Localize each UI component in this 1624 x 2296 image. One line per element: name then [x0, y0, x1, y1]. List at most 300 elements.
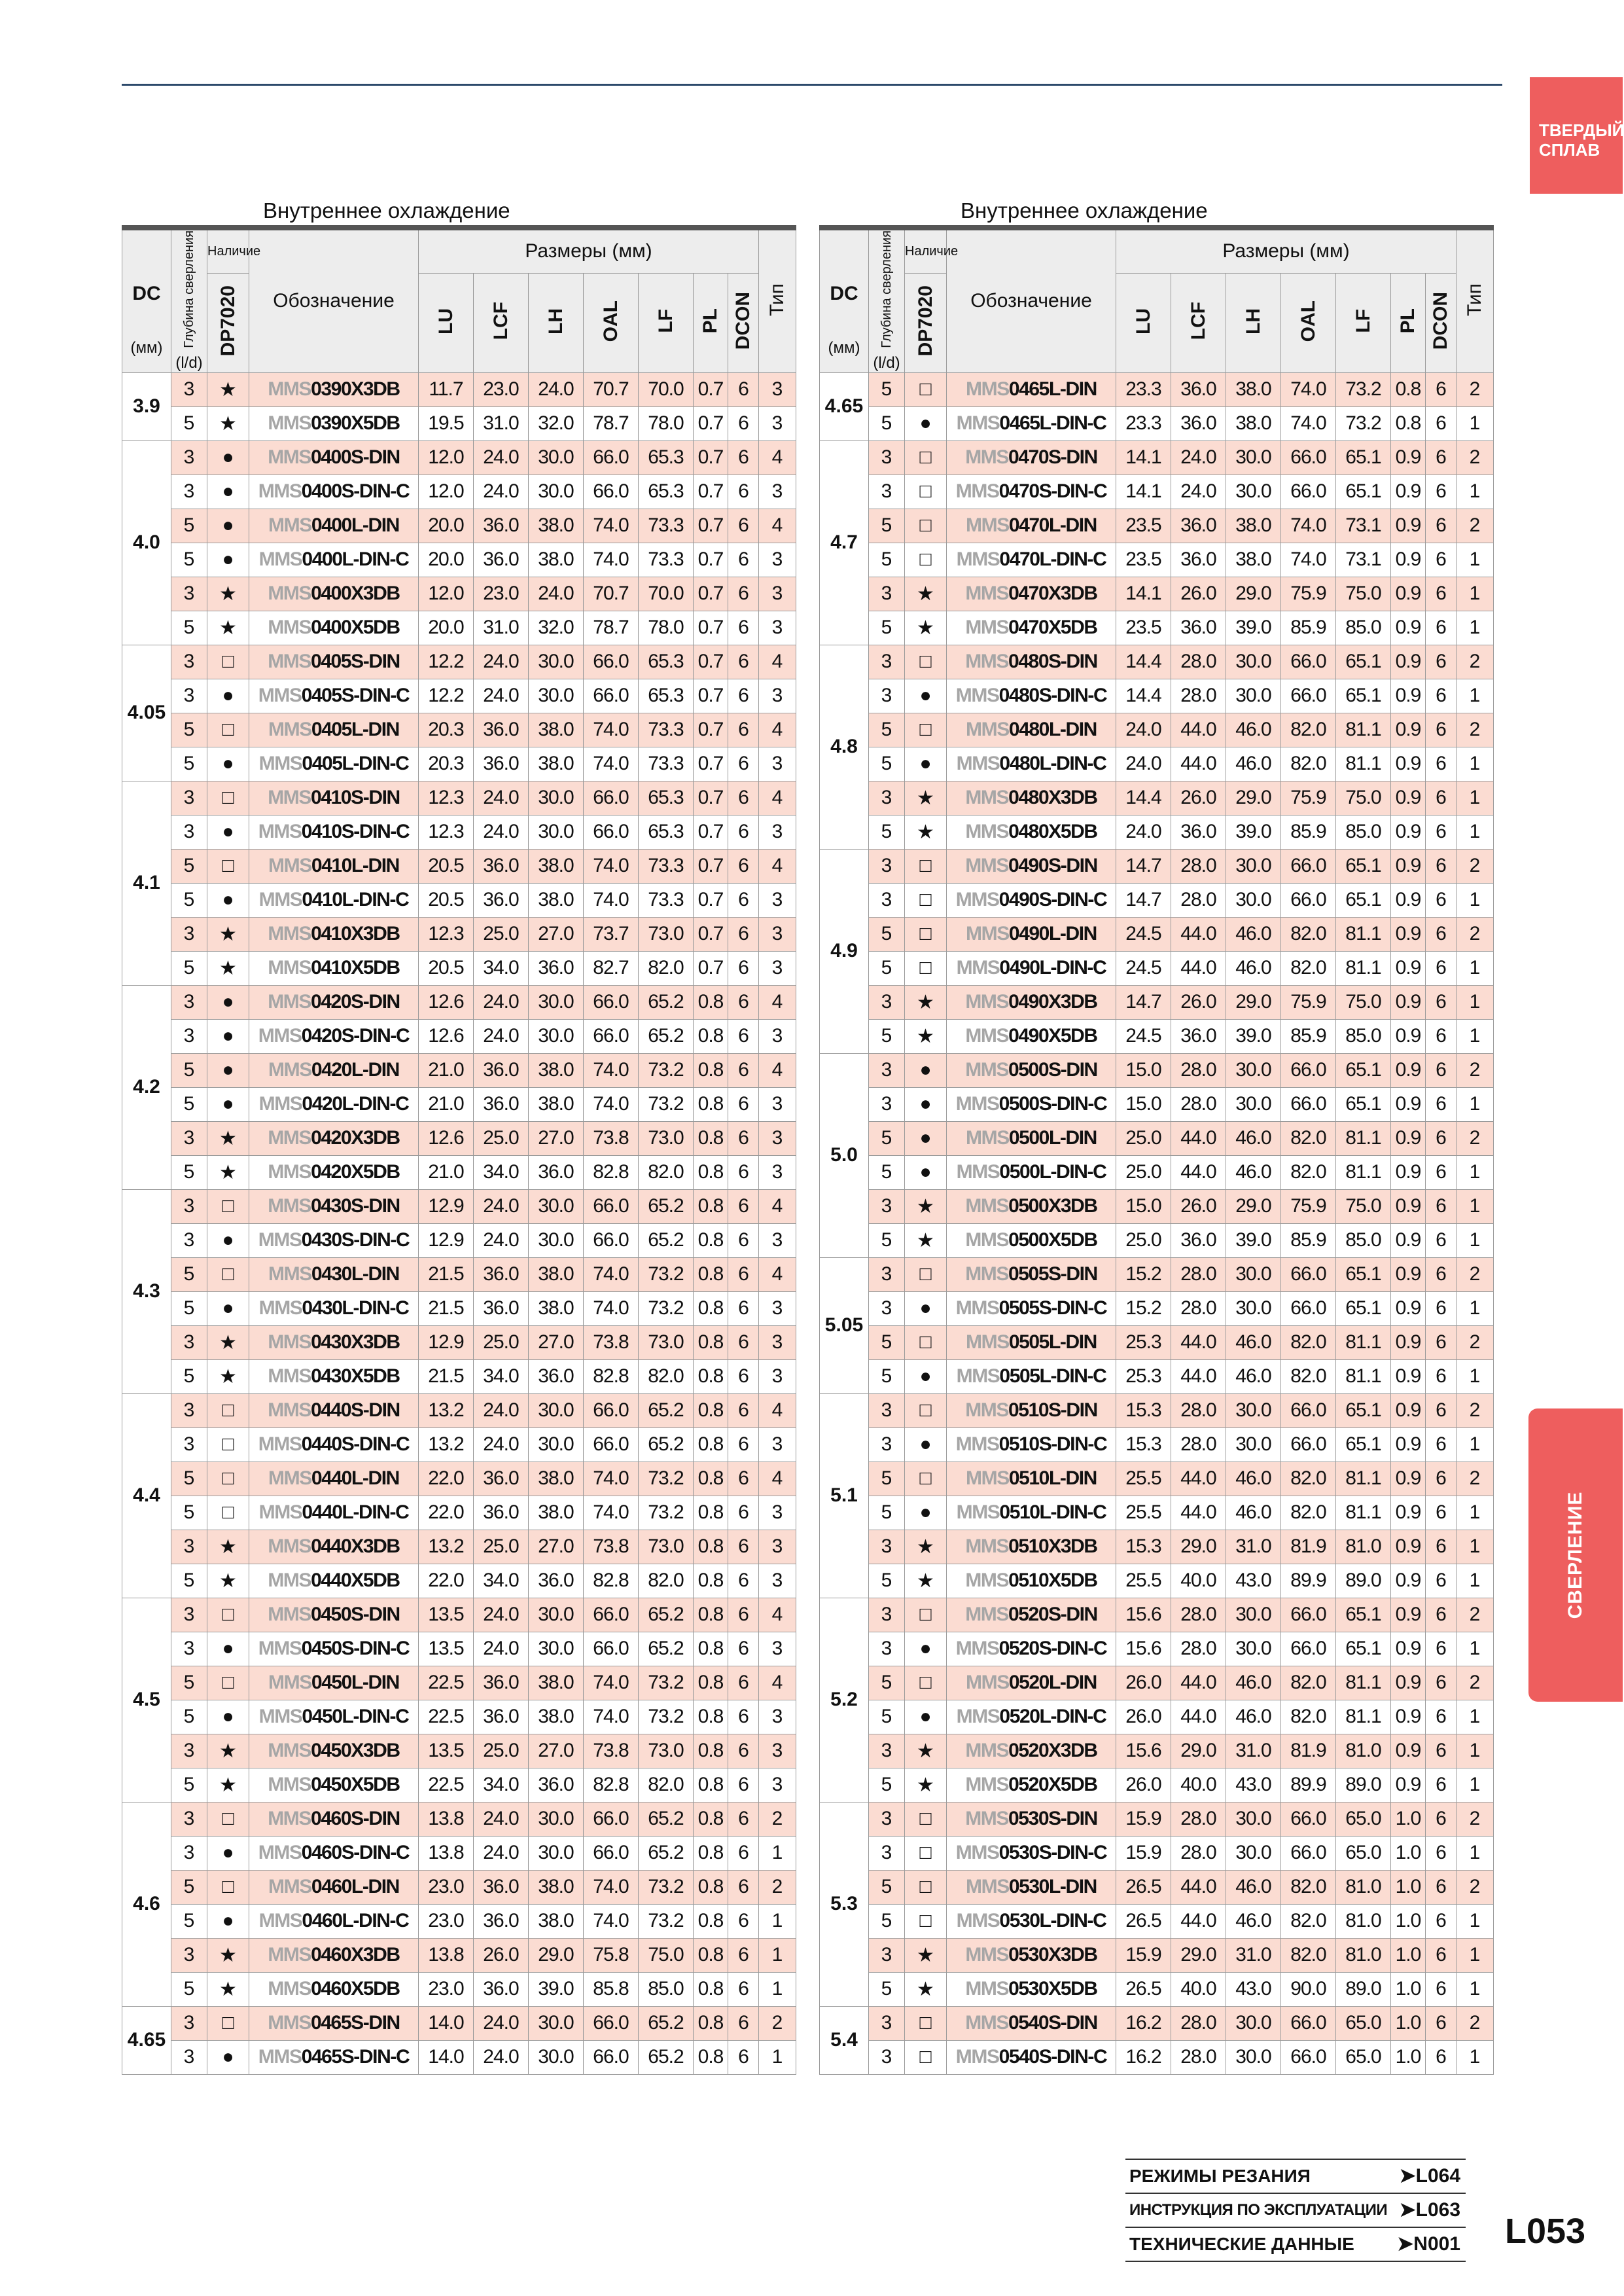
- cell-lf: 73.3: [639, 747, 694, 781]
- cell-lh: 38.0: [529, 1496, 584, 1530]
- depth-ld: 5: [171, 509, 207, 543]
- dc-value: 4.05: [122, 645, 171, 781]
- side-tab-carbide[interactable]: [1530, 77, 1623, 194]
- cell-lf: 73.2: [639, 1462, 694, 1496]
- cell-type: 1: [1456, 475, 1494, 509]
- designation-code: 0520X3DB: [1008, 1740, 1097, 1762]
- cell-oal: 66.0: [1281, 1802, 1336, 1836]
- cell-pl: 0.8: [694, 1189, 728, 1223]
- depth-ld: 3: [869, 440, 905, 475]
- designation-prefix: MMS: [258, 889, 302, 911]
- cell-dcon: 6: [1426, 1734, 1456, 1768]
- designation-code: 0505L-DIN: [1008, 1331, 1097, 1354]
- cell-pl: 0.7: [694, 475, 728, 509]
- cell-pl: 0.7: [694, 406, 728, 440]
- dc-value: 5.05: [820, 1257, 869, 1393]
- designation-code: 0440S-DIN-C: [301, 1433, 410, 1456]
- availability-mark: □: [207, 713, 249, 747]
- cell-lf: 65.2: [639, 1019, 694, 1053]
- designation: [249, 406, 419, 440]
- cell-lu: 11.7: [419, 372, 474, 406]
- cell-lu: 21.5: [419, 1257, 474, 1291]
- designation-code: 0440L-DIN: [311, 1467, 399, 1490]
- designation-prefix: MMS: [268, 1161, 311, 1183]
- designation: [249, 1666, 419, 1700]
- cell-pl: 0.8: [694, 1087, 728, 1121]
- depth-ld: 3: [869, 1291, 905, 1325]
- designation: [947, 1393, 1116, 1427]
- header-dimensions-label: Размеры (мм): [525, 240, 652, 262]
- designation-prefix: MMS: [966, 923, 1009, 945]
- cell-lh: 30.0: [529, 1802, 584, 1836]
- cell-dcon: 6: [728, 1462, 759, 1496]
- cell-type: 1: [1456, 1972, 1494, 2006]
- cell-dcon: 6: [1426, 1325, 1456, 1359]
- designation-code: 0410S-DIN: [310, 787, 400, 809]
- cell-type: 2: [1456, 1462, 1494, 1496]
- designation: [947, 1325, 1116, 1359]
- cell-lu: 12.3: [419, 781, 474, 815]
- designation: [249, 1121, 419, 1155]
- table-row: [820, 1836, 1494, 1870]
- cell-lh: 27.0: [529, 1530, 584, 1564]
- depth-ld: 3: [869, 1257, 905, 1291]
- depth-ld: 5: [869, 951, 905, 985]
- cell-lcf: 36.0: [474, 1053, 529, 1087]
- designation: [249, 1223, 419, 1257]
- cell-lh: 36.0: [529, 951, 584, 985]
- designation: [947, 1700, 1116, 1734]
- cell-lcf: 44.0: [1171, 1904, 1226, 1938]
- designation-prefix: MMS: [955, 889, 999, 911]
- designation-code: 0490L-DIN: [1008, 923, 1097, 945]
- cell-type: 1: [759, 1836, 796, 1870]
- cell-lh: 43.0: [1226, 1972, 1281, 2006]
- cell-dcon: 6: [1426, 1632, 1456, 1666]
- cell-lu: 20.0: [419, 611, 474, 645]
- header-ld-unit: (l/d): [873, 353, 900, 372]
- availability-mark: □: [207, 1666, 249, 1700]
- cell-lcf: 24.0: [474, 1223, 529, 1257]
- cell-lcf: 24.0: [474, 781, 529, 815]
- cell-pl: 0.9: [1391, 951, 1426, 985]
- cell-oal: 82.0: [1281, 1155, 1336, 1189]
- designation-code: 0460L-DIN-C: [302, 1910, 409, 1932]
- cell-lh: 30.0: [1226, 1427, 1281, 1462]
- cell-oal: 82.0: [1281, 713, 1336, 747]
- designation: [947, 1802, 1116, 1836]
- cell-dcon: 6: [728, 2040, 759, 2074]
- availability-mark: □: [905, 1802, 947, 1836]
- cell-lu: 21.0: [419, 1087, 474, 1121]
- cell-lh: 30.0: [1226, 475, 1281, 509]
- dc-value: 4.1: [122, 781, 171, 985]
- cell-oal: 74.0: [584, 747, 639, 781]
- cell-lh: 43.0: [1226, 1768, 1281, 1802]
- designation: [947, 1019, 1116, 1053]
- cell-dcon: 6: [1426, 1870, 1456, 1904]
- table-row: [122, 917, 796, 951]
- designation: [249, 1325, 419, 1359]
- cell-lcf: 40.0: [1171, 1564, 1226, 1598]
- header-depth-label: Глубина сверления: [181, 230, 196, 348]
- designation-code: 0430L-DIN-C: [302, 1297, 409, 1319]
- cell-lh: 30.0: [1226, 645, 1281, 679]
- cell-lh: 27.0: [529, 1325, 584, 1359]
- cell-lcf: 31.0: [474, 406, 529, 440]
- cell-dcon: 6: [728, 509, 759, 543]
- designation-prefix: MMS: [258, 1025, 302, 1047]
- designation-code: 0490S-DIN: [1008, 855, 1097, 877]
- cell-type: 3: [759, 1087, 796, 1121]
- cell-oal: 82.0: [1281, 1904, 1336, 1938]
- cell-lh: 29.0: [529, 1938, 584, 1972]
- cell-pl: 0.9: [1391, 1393, 1426, 1427]
- cell-type: 4: [759, 1257, 796, 1291]
- cell-lcf: 24.0: [474, 1393, 529, 1427]
- side-tab-drilling[interactable]: [1528, 1408, 1623, 1702]
- table-row: [122, 985, 796, 1019]
- table-row: [122, 475, 796, 509]
- cell-lf: 85.0: [1336, 1223, 1391, 1257]
- table-row: [122, 372, 796, 406]
- designation-prefix: MMS: [965, 991, 1009, 1013]
- designation: [249, 1700, 419, 1734]
- cell-lcf: 28.0: [1171, 1836, 1226, 1870]
- table-row: [820, 815, 1494, 849]
- cell-type: 4: [759, 1189, 796, 1223]
- cell-type: 1: [1456, 577, 1494, 611]
- availability-mark: ●: [207, 1223, 249, 1257]
- designation-code: 0390X3DB: [311, 378, 400, 401]
- designation: [947, 440, 1116, 475]
- cell-dcon: 6: [1426, 849, 1456, 883]
- cell-lf: 73.2: [639, 1870, 694, 1904]
- designation: [947, 543, 1116, 577]
- cell-pl: 0.9: [1391, 1291, 1426, 1325]
- cell-lh: 31.0: [1226, 1734, 1281, 1768]
- designation-prefix: MMS: [268, 1604, 311, 1626]
- cell-lcf: 28.0: [1171, 1632, 1226, 1666]
- cell-oal: 82.8: [584, 1155, 639, 1189]
- cell-lu: 23.3: [1116, 372, 1171, 406]
- cell-oal: 66.0: [1281, 1632, 1336, 1666]
- table-row: [820, 1359, 1494, 1393]
- designation: [947, 849, 1116, 883]
- cell-oal: 85.9: [1281, 1019, 1336, 1053]
- header-col-lf-label: LF: [1352, 309, 1374, 333]
- designation-prefix: MMS: [268, 1740, 311, 1762]
- cell-lcf: 34.0: [474, 1768, 529, 1802]
- cell-pl: 0.7: [694, 815, 728, 849]
- cell-lu: 13.5: [419, 1632, 474, 1666]
- cell-oal: 66.0: [584, 1802, 639, 1836]
- cell-lh: 38.0: [1226, 543, 1281, 577]
- header-col-dcon: [728, 273, 759, 372]
- cell-type: 3: [759, 1019, 796, 1053]
- cell-lf: 65.1: [1336, 1632, 1391, 1666]
- designation: [947, 1462, 1116, 1496]
- depth-ld: 5: [171, 1155, 207, 1189]
- cell-oal: 66.0: [584, 985, 639, 1019]
- designation-prefix: MMS: [268, 855, 311, 877]
- left-table-body: [122, 372, 796, 2074]
- table-row: [122, 713, 796, 747]
- depth-ld: 3: [171, 1632, 207, 1666]
- designation-prefix: MMS: [268, 1944, 311, 1966]
- cell-lh: 32.0: [529, 611, 584, 645]
- cell-lu: 13.8: [419, 1802, 474, 1836]
- cell-lh: 36.0: [529, 1155, 584, 1189]
- designation-prefix: MMS: [268, 1263, 311, 1285]
- cell-lcf: 44.0: [1171, 1496, 1226, 1530]
- cell-lcf: 36.0: [1171, 815, 1226, 849]
- cell-lcf: 26.0: [1171, 577, 1226, 611]
- table-row: [820, 1087, 1494, 1121]
- cell-oal: 74.0: [584, 1087, 639, 1121]
- cell-oal: 82.8: [584, 1359, 639, 1393]
- cell-pl: 0.8: [694, 1768, 728, 1802]
- table-row: [122, 1734, 796, 1768]
- cell-lu: 20.5: [419, 951, 474, 985]
- designation-code: 0450X5DB: [311, 1774, 400, 1796]
- link-instructions[interactable]: [1125, 2193, 1466, 2227]
- link-technical-data[interactable]: [1125, 2227, 1466, 2262]
- cell-lf: 73.2: [639, 1700, 694, 1734]
- cell-pl: 0.9: [1391, 1155, 1426, 1189]
- availability-mark: □: [207, 849, 249, 883]
- cell-lh: 30.0: [1226, 883, 1281, 917]
- cell-type: 4: [759, 1666, 796, 1700]
- cell-pl: 0.8: [694, 1598, 728, 1632]
- cell-lcf: 28.0: [1171, 645, 1226, 679]
- availability-mark: ★: [207, 372, 249, 406]
- cell-lu: 23.3: [1116, 406, 1171, 440]
- cell-lcf: 36.0: [1171, 1019, 1226, 1053]
- cell-lf: 73.2: [1336, 372, 1391, 406]
- table-row: [820, 406, 1494, 440]
- depth-ld: 3: [869, 1053, 905, 1087]
- dc-value: 4.5: [122, 1598, 171, 1802]
- cell-lcf: 31.0: [474, 611, 529, 645]
- cell-dcon: 6: [1426, 917, 1456, 951]
- cell-lu: 12.6: [419, 1121, 474, 1155]
- table-row: [122, 1904, 796, 1938]
- designation: [947, 1359, 1116, 1393]
- designation-prefix: MMS: [268, 651, 311, 673]
- table-row: [820, 611, 1494, 645]
- designation: [249, 1870, 419, 1904]
- availability-mark: □: [905, 1462, 947, 1496]
- cell-lf: 65.1: [1336, 1598, 1391, 1632]
- cell-oal: 66.0: [1281, 440, 1336, 475]
- cell-lf: 82.0: [639, 951, 694, 985]
- cell-pl: 0.8: [694, 1666, 728, 1700]
- availability-mark: ●: [905, 1427, 947, 1462]
- designation-code: 0390X5DB: [311, 412, 400, 435]
- cell-lf: 78.0: [639, 406, 694, 440]
- cell-pl: 0.9: [1391, 1496, 1426, 1530]
- cell-pl: 0.9: [1391, 1189, 1426, 1223]
- cell-lu: 15.2: [1116, 1291, 1171, 1325]
- cell-lh: 29.0: [1226, 1189, 1281, 1223]
- cell-dcon: 6: [728, 577, 759, 611]
- cell-lu: 25.0: [1116, 1155, 1171, 1189]
- designation: [249, 1393, 419, 1427]
- cell-pl: 0.8: [694, 1904, 728, 1938]
- cell-type: 1: [1456, 1155, 1494, 1189]
- cell-lu: 14.7: [1116, 849, 1171, 883]
- cell-oal: 74.0: [584, 1870, 639, 1904]
- cell-lcf: 40.0: [1171, 1972, 1226, 2006]
- cell-oal: 85.8: [584, 1972, 639, 2006]
- cell-lf: 73.3: [639, 883, 694, 917]
- availability-mark: ●: [207, 1291, 249, 1325]
- cell-lh: 38.0: [529, 1053, 584, 1087]
- designation-prefix: MMS: [268, 957, 311, 979]
- cell-lf: 81.1: [1336, 1325, 1391, 1359]
- cell-type: 2: [1456, 509, 1494, 543]
- cell-lf: 73.0: [639, 1325, 694, 1359]
- designation-code: 0460S-DIN: [310, 1808, 400, 1830]
- availability-mark: ●: [905, 1291, 947, 1325]
- designation: [249, 1632, 419, 1666]
- availability-mark: ★: [207, 1564, 249, 1598]
- cell-dcon: 6: [1426, 645, 1456, 679]
- availability-mark: ●: [207, 2040, 249, 2074]
- designation-prefix: MMS: [965, 1944, 1009, 1966]
- cell-lf: 65.1: [1336, 883, 1391, 917]
- cell-pl: 0.7: [694, 951, 728, 985]
- cell-type: 4: [759, 985, 796, 1019]
- depth-ld: 3: [171, 2040, 207, 2074]
- availability-mark: ★: [207, 577, 249, 611]
- designation-prefix: MMS: [966, 1876, 1009, 1898]
- cell-oal: 85.9: [1281, 611, 1336, 645]
- cell-dcon: 6: [728, 1836, 759, 1870]
- designation-prefix: MMS: [965, 1195, 1009, 1217]
- cell-dcon: 6: [1426, 406, 1456, 440]
- depth-ld: 5: [171, 1972, 207, 2006]
- designation-code: 0540S-DIN: [1008, 2012, 1097, 2034]
- cell-lh: 30.0: [1226, 1291, 1281, 1325]
- dc-value: 4.4: [122, 1393, 171, 1598]
- cell-lf: 75.0: [1336, 577, 1391, 611]
- header-col-lf-label: LF: [654, 309, 677, 333]
- cell-oal: 73.8: [584, 1734, 639, 1768]
- designation-code: 0450S-DIN: [310, 1604, 400, 1626]
- cell-dcon: 6: [728, 645, 759, 679]
- cell-pl: 0.8: [1391, 406, 1426, 440]
- availability-mark: □: [905, 1325, 947, 1359]
- table-row: [820, 951, 1494, 985]
- table-row: [122, 1359, 796, 1393]
- depth-ld: 5: [869, 509, 905, 543]
- cell-pl: 0.9: [1391, 1598, 1426, 1632]
- cell-lf: 73.3: [639, 509, 694, 543]
- designation-code: 0530L-DIN-C: [999, 1910, 1106, 1932]
- page-number: L053: [1505, 2212, 1586, 2251]
- cell-lh: 38.0: [529, 747, 584, 781]
- cell-type: 1: [1456, 1427, 1494, 1462]
- designation-prefix: MMS: [268, 583, 311, 605]
- cell-type: 1: [1456, 611, 1494, 645]
- designation-prefix: MMS: [268, 1570, 311, 1592]
- cell-dcon: 6: [728, 815, 759, 849]
- designation-code: 0520S-DIN: [1008, 1604, 1097, 1626]
- cell-lf: 65.2: [639, 1598, 694, 1632]
- header-dc: [820, 228, 869, 372]
- cell-dcon: 6: [1426, 509, 1456, 543]
- designation-code: 0500S-DIN: [1008, 1059, 1097, 1081]
- designation-prefix: MMS: [965, 821, 1009, 843]
- cell-oal: 74.0: [584, 1496, 639, 1530]
- cell-pl: 0.9: [1391, 1223, 1426, 1257]
- cell-oal: 82.0: [1281, 1359, 1336, 1393]
- cell-pl: 1.0: [1391, 1870, 1426, 1904]
- depth-ld: 3: [171, 1189, 207, 1223]
- cell-type: 3: [759, 1632, 796, 1666]
- designation-code: 0400L-DIN: [311, 514, 399, 537]
- header-grade-label: DP7020: [217, 285, 239, 357]
- cell-lf: 65.2: [639, 1393, 694, 1427]
- depth-ld: 3: [869, 2006, 905, 2040]
- cell-dcon: 6: [1426, 1564, 1456, 1598]
- header-ld-unit: (l/d): [175, 353, 203, 372]
- designation-code: 0405L-DIN-C: [302, 753, 409, 775]
- cell-lcf: 36.0: [474, 1257, 529, 1291]
- cell-oal: 66.0: [584, 1836, 639, 1870]
- link-cutting-conditions[interactable]: [1125, 2159, 1466, 2193]
- table-row: [820, 849, 1494, 883]
- cell-oal: 66.0: [584, 2040, 639, 2074]
- cell-pl: 0.9: [1391, 1462, 1426, 1496]
- designation-code: 0500X3DB: [1008, 1195, 1097, 1217]
- cell-lu: 26.0: [1116, 1700, 1171, 1734]
- designation-prefix: MMS: [258, 753, 302, 775]
- depth-ld: 5: [171, 543, 207, 577]
- cell-pl: 0.9: [1391, 645, 1426, 679]
- depth-ld: 3: [869, 2040, 905, 2074]
- cell-lf: 73.2: [639, 1291, 694, 1325]
- designation-prefix: MMS: [258, 480, 302, 503]
- cell-type: 2: [759, 1870, 796, 1904]
- depth-ld: 5: [869, 747, 905, 781]
- cell-lu: 20.0: [419, 509, 474, 543]
- cell-lh: 39.0: [529, 1972, 584, 2006]
- cell-dcon: 6: [1426, 1087, 1456, 1121]
- cell-lf: 73.3: [639, 713, 694, 747]
- cell-type: 3: [759, 917, 796, 951]
- designation-code: 0500L-DIN-C: [999, 1161, 1106, 1183]
- cell-lcf: 24.0: [474, 679, 529, 713]
- right-spec-panel: [819, 196, 1493, 2075]
- depth-ld: 3: [869, 1427, 905, 1462]
- depth-ld: 5: [171, 1257, 207, 1291]
- cell-lcf: 44.0: [1171, 1700, 1226, 1734]
- cell-lcf: 36.0: [474, 1496, 529, 1530]
- cell-lu: 12.3: [419, 917, 474, 951]
- availability-mark: ★: [905, 1734, 947, 1768]
- cell-lf: 85.0: [1336, 1019, 1391, 1053]
- depth-ld: 5: [869, 1223, 905, 1257]
- designation-prefix: MMS: [955, 1433, 999, 1456]
- cell-lh: 30.0: [1226, 679, 1281, 713]
- availability-mark: ●: [207, 747, 249, 781]
- table-row: [122, 1155, 796, 1189]
- table-row: [820, 1462, 1494, 1496]
- cell-type: 2: [759, 1802, 796, 1836]
